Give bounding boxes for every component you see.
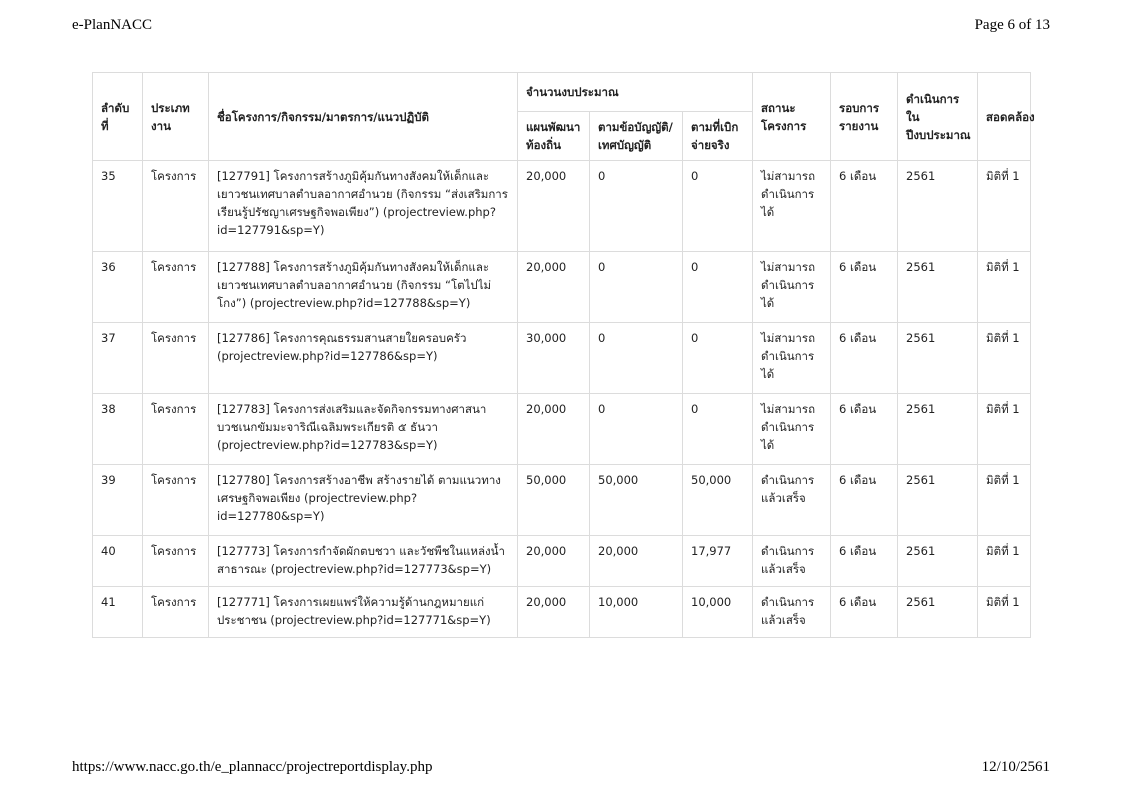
cell-budget-actual: 0: [683, 323, 753, 394]
header-name: ชื่อโครงการ/กิจกรรม/มาตรการ/แนวปฏิบัติ: [209, 73, 518, 161]
cell-no: 40: [93, 536, 143, 587]
header-no: ลำดับที่: [93, 73, 143, 161]
cell-type: โครงการ: [143, 161, 209, 252]
cell-budget-plan: 20,000: [518, 394, 590, 465]
cell-no: 36: [93, 252, 143, 323]
cell-budget-plan: 20,000: [518, 252, 590, 323]
cell-status: ไม่สามารถดำเนินการได้: [753, 161, 831, 252]
cell-year: 2561: [898, 587, 978, 638]
footer-date: 12/10/2561: [981, 759, 1050, 775]
cell-status: ดำเนินการแล้วเสร็จ: [753, 465, 831, 536]
header-align: สอดคล้อง: [978, 73, 1031, 161]
cell-year: 2561: [898, 394, 978, 465]
cell-budget-ordinance: 50,000: [590, 465, 683, 536]
cell-type: โครงการ: [143, 323, 209, 394]
cell-project-name[interactable]: [127786] โครงการคุณธรรมสานสายใยครอบครัว (projectreview.php?id=127786&sp=Y): [209, 323, 518, 394]
table-row: [93, 587, 1031, 638]
cell-type: โครงการ: [143, 394, 209, 465]
table-row: [93, 465, 1031, 536]
cell-budget-plan: 20,000: [518, 161, 590, 252]
cell-round: 6 เดือน: [831, 323, 898, 394]
cell-round: 6 เดือน: [831, 394, 898, 465]
cell-align: มิติที่ 1: [978, 323, 1031, 394]
header-budget-ordinance: ตามข้อบัญญัติ/เทศบัญญัติ: [590, 112, 683, 161]
header-round: รอบการรายงาน: [831, 73, 898, 161]
table-row: [93, 323, 1031, 394]
header-page-number: Page 6 of 13: [974, 17, 1050, 33]
cell-year: 2561: [898, 252, 978, 323]
cell-align: มิติที่ 1: [978, 161, 1031, 252]
cell-budget-plan: 30,000: [518, 323, 590, 394]
cell-budget-actual: 10,000: [683, 587, 753, 638]
cell-align: มิติที่ 1: [978, 587, 1031, 638]
cell-year: 2561: [898, 536, 978, 587]
cell-no: 38: [93, 394, 143, 465]
table-row: [93, 394, 1031, 465]
cell-project-name[interactable]: [127783] โครงการส่งเสริมและจัดกิจกรรมทางศาสนา บวชเนกขัมมะจาริณีเฉลิมพระเกียรติ ๕ ธันวา (projectreview.php?id=127783&sp=Y): [209, 394, 518, 465]
cell-budget-plan: 20,000: [518, 587, 590, 638]
cell-project-name[interactable]: [127788] โครงการสร้างภูมิคุ้มกันทางสังคมให้เด็กและเยาวชนเทศบาลตำบลอากาศอำนวย (กิจกรรม “โตไปไม่โกง”) (projectreview.php?id=127788&sp=Y): [209, 252, 518, 323]
cell-no: 35: [93, 161, 143, 252]
table-row: [93, 161, 1031, 252]
header-year: ดำเนินการในปีงบประมาณ: [898, 73, 978, 161]
cell-project-name[interactable]: [127773] โครงการกำจัดผักตบชวา และวัชพืชในแหล่งน้ำสาธารณะ (projectreview.php?id=127773&sp=Y): [209, 536, 518, 587]
cell-align: มิติที่ 1: [978, 536, 1031, 587]
cell-align: มิติที่ 1: [978, 465, 1031, 536]
cell-project-name[interactable]: [127771] โครงการเผยแพร่ให้ความรู้ด้านกฎหมายแก่ประชาชน (projectreview.php?id=127771&sp=Y): [209, 587, 518, 638]
cell-no: 37: [93, 323, 143, 394]
cell-type: โครงการ: [143, 587, 209, 638]
cell-status: ดำเนินการแล้วเสร็จ: [753, 587, 831, 638]
cell-budget-ordinance: 20,000: [590, 536, 683, 587]
cell-budget-plan: 20,000: [518, 536, 590, 587]
cell-status: ดำเนินการแล้วเสร็จ: [753, 536, 831, 587]
cell-project-name[interactable]: [127780] โครงการสร้างอาชีพ สร้างรายได้ ตามแนวทางเศรษฐกิจพอเพียง (projectreview.php?id=127780&sp=Y): [209, 465, 518, 536]
header-status: สถานะโครงการ: [753, 73, 831, 161]
cell-budget-actual: 0: [683, 161, 753, 252]
cell-round: 6 เดือน: [831, 587, 898, 638]
cell-budget-actual: 17,977: [683, 536, 753, 587]
cell-round: 6 เดือน: [831, 161, 898, 252]
cell-year: 2561: [898, 323, 978, 394]
cell-budget-ordinance: 0: [590, 323, 683, 394]
cell-round: 6 เดือน: [831, 536, 898, 587]
cell-no: 39: [93, 465, 143, 536]
cell-year: 2561: [898, 161, 978, 252]
cell-project-name[interactable]: [127791] โครงการสร้างภูมิคุ้มกันทางสังคมให้เด็กและเยาวชนเทศบาลตำบลอากาศอำนวย (กิจกรรม “ส่งเสริมการเรียนรู้ปรัชญาเศรษฐกิจพอเพียง”) (projectreview.php?id=127791&sp=Y): [209, 161, 518, 252]
cell-status: ไม่สามารถดำเนินการได้: [753, 252, 831, 323]
cell-budget-ordinance: 0: [590, 252, 683, 323]
cell-year: 2561: [898, 465, 978, 536]
cell-budget-plan: 50,000: [518, 465, 590, 536]
header-budget-group: จำนวนงบประมาณ: [518, 73, 753, 112]
cell-round: 6 เดือน: [831, 465, 898, 536]
table-row: [93, 252, 1031, 323]
cell-budget-actual: 50,000: [683, 465, 753, 536]
cell-budget-ordinance: 10,000: [590, 587, 683, 638]
cell-status: ไม่สามารถดำเนินการได้: [753, 394, 831, 465]
cell-align: มิติที่ 1: [978, 394, 1031, 465]
cell-budget-ordinance: 0: [590, 394, 683, 465]
cell-budget-ordinance: 0: [590, 161, 683, 252]
cell-round: 6 เดือน: [831, 252, 898, 323]
cell-type: โครงการ: [143, 465, 209, 536]
cell-no: 41: [93, 587, 143, 638]
footer-url: https://www.nacc.go.th/e_plannacc/projectreportdisplay.php: [72, 759, 433, 775]
header-budget-plan: แผนพัฒนาท้องถิ่น: [518, 112, 590, 161]
cell-budget-actual: 0: [683, 252, 753, 323]
cell-type: โครงการ: [143, 252, 209, 323]
cell-budget-actual: 0: [683, 394, 753, 465]
cell-align: มิติที่ 1: [978, 252, 1031, 323]
header-site-name: e-PlanNACC: [72, 17, 152, 33]
cell-status: ไม่สามารถดำเนินการได้: [753, 323, 831, 394]
cell-type: โครงการ: [143, 536, 209, 587]
table-row: [93, 536, 1031, 587]
header-budget-actual: ตามที่เบิกจ่ายจริง: [683, 112, 753, 161]
project-report-table: [92, 72, 1035, 638]
header-type: ประเภทงาน: [143, 73, 209, 161]
